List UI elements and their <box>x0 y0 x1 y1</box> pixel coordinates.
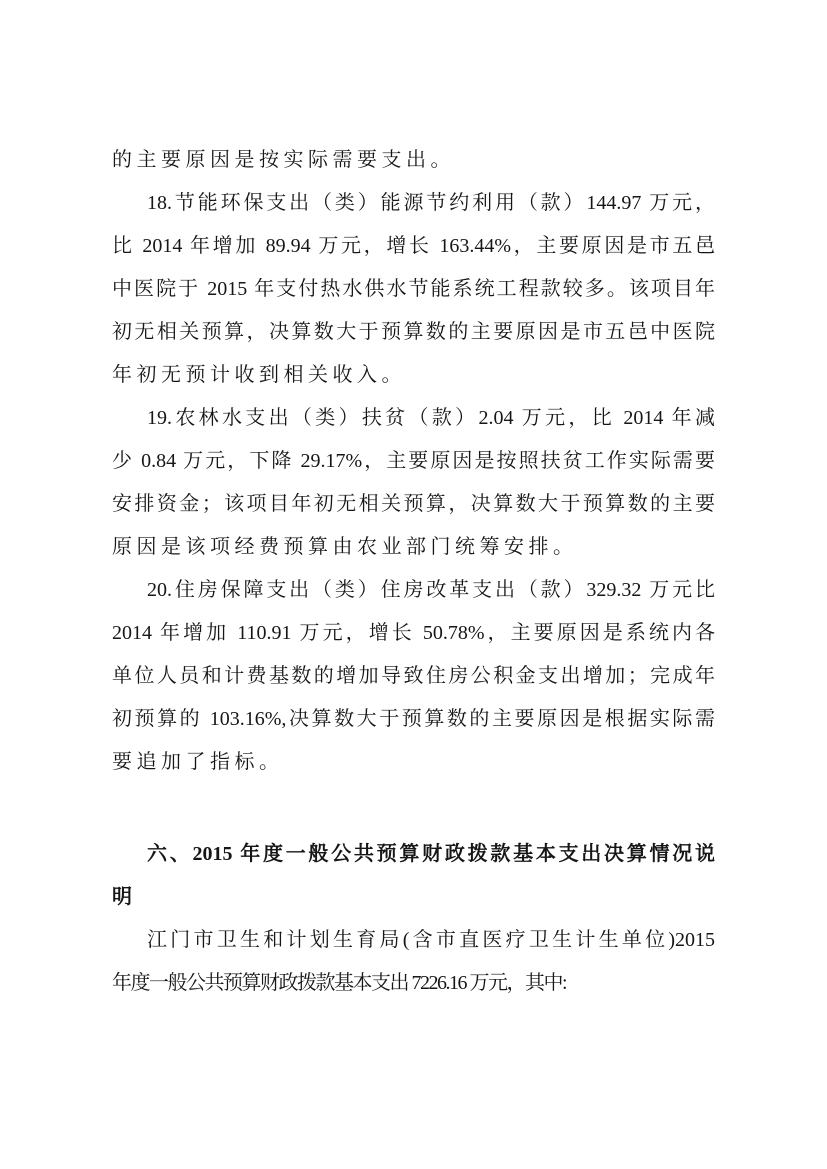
section-heading-line: 明 <box>112 886 132 908</box>
body-text-line: 的主要原因是按实际需要支出。 <box>112 149 455 171</box>
body-text-line: 安排资金；该项目年初无相关预算，决算数大于预算数的主要 <box>112 493 715 515</box>
body-text-line: 初无相关预算，决算数大于预算数的主要原因是市五邑中医院 <box>112 321 715 343</box>
body-text-line: 中医院于 2015 年支付热水供水节能系统工程款较多。该项目年 <box>112 278 715 300</box>
document-body <box>112 139 715 1005</box>
blank-line <box>112 784 715 833</box>
body-text-line: 年初无预计收到相关收入。 <box>112 364 406 386</box>
body-text-line: 年度一般公共预算财政拨款基本支出 7226.16 万元，其中: <box>112 972 567 994</box>
body-text-line: 单位人员和计费基数的增加导致住房公积金支出增加；完成年 <box>112 665 715 687</box>
body-text-line: 原因是该项经费预算由农业部门统筹安排。 <box>112 536 578 558</box>
body-text-line: 江门市卫生和计划生育局(含市直医疗卫生计生单位)2015 <box>147 929 715 951</box>
body-text-line: 初预算的 103.16%,决算数大于预算数的主要原因是根据实际需 <box>112 708 715 730</box>
body-text-line: 比 2014 年增加 89.94 万元，增长 163.44%，主要原因是市五邑 <box>112 235 715 257</box>
body-text-line: 20.住房保障支出（类）住房改革支出（款）329.32 万元比 <box>147 579 715 601</box>
body-text-line: 19.农林水支出（类）扶贫（款）2.04 万元，比 2014 年减 <box>147 407 715 429</box>
body-text-line: 要追加了指标。 <box>112 751 284 773</box>
body-text-line: 少 0.84 万元，下降 29.17%，主要原因是按照扶贫工作实际需要 <box>112 450 715 472</box>
body-text-line: 2014 年增加 110.91 万元，增长 50.78%，主要原因是系统内各 <box>112 622 715 644</box>
section-heading-line: 六、2015 年度一般公共预算财政拨款基本支出决算情况说 <box>147 843 715 865</box>
body-text-line: 18.节能环保支出（类）能源节约利用（款）144.97 万元， <box>147 192 715 214</box>
